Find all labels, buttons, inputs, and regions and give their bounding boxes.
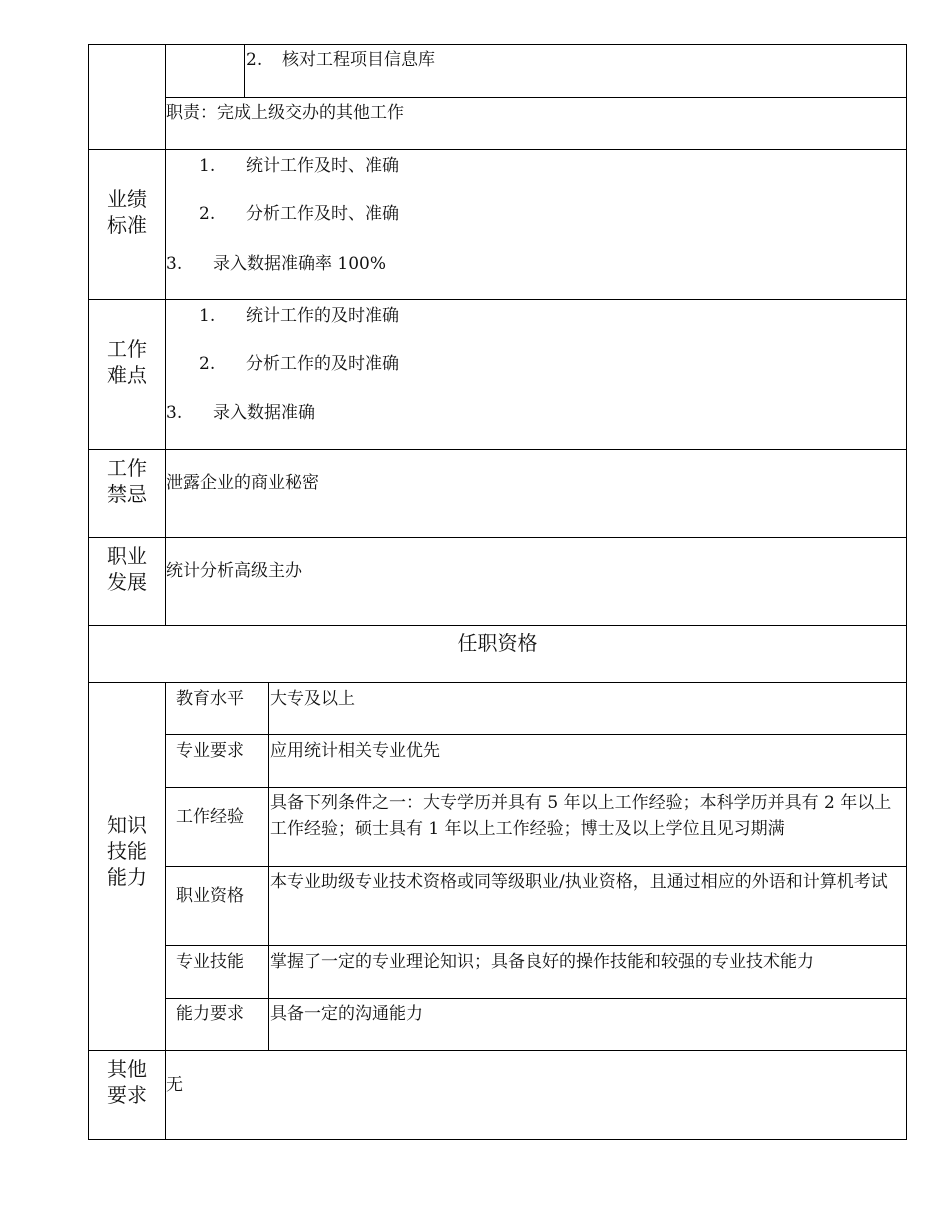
performance-item-1-number: 1. (199, 156, 216, 176)
duty-text: 职责：完成上级交办的其他工作 (166, 103, 404, 123)
career-text: 统计分析高级主办 (166, 561, 302, 581)
experience-label: 工作经验 (176, 807, 244, 827)
performance-item-1: 统计工作及时、准确 (246, 156, 399, 176)
difficulty-label: 工作 难点 (107, 337, 147, 387)
performance-item-2-number: 2. (199, 204, 216, 224)
education-value: 大专及以上 (270, 689, 355, 709)
ability-label: 能力要求 (176, 1004, 244, 1024)
experience-value: 具备下列条件之一：大专学历并具有 5 年以上工作经验；本科学历并具有 2 年以上工作经验；硕士具有 1 年以上工作经验；博士及以上学位且见习期满 (270, 793, 892, 839)
difficulty-item-3-number: 3. (166, 403, 183, 423)
item-2-text: 核对工程项目信息库 (282, 50, 435, 70)
skills-value: 掌握了一定的专业理论知识；具备良好的操作技能和较强的专业技术能力 (270, 952, 814, 972)
qualification-heading: 任职资格 (457, 631, 538, 655)
ability-value: 具备一定的沟通能力 (270, 1004, 423, 1024)
skills-label: 专业技能 (176, 952, 244, 972)
other-text: 无 (166, 1075, 183, 1095)
taboo-text: 泄露企业的商业秘密 (166, 473, 319, 493)
performance-item-3-number: 3. (166, 254, 183, 274)
difficulty-item-3: 录入数据准确 (213, 403, 315, 423)
difficulty-item-2: 分析工作的及时准确 (246, 354, 399, 374)
difficulty-item-1: 统计工作的及时准确 (246, 306, 399, 326)
major-label: 专业要求 (176, 741, 244, 761)
knowledge-label: 知识 技能 能力 (107, 813, 147, 889)
item-2-number: 2. (246, 50, 263, 70)
education-label: 教育水平 (176, 689, 244, 709)
performance-label: 业绩 标准 (107, 187, 147, 237)
major-value: 应用统计相关专业优先 (270, 741, 440, 761)
difficulty-item-2-number: 2. (199, 354, 216, 374)
difficulty-item-1-number: 1. (199, 306, 216, 326)
certification-label: 职业资格 (176, 886, 244, 906)
other-label: 其他 要求 (107, 1057, 147, 1107)
performance-item-2: 分析工作及时、准确 (246, 204, 399, 224)
taboo-label: 工作 禁忌 (107, 456, 147, 506)
certification-value: 本专业助级专业技术资格或同等级职业/执业资格，且通过相应的外语和计算机考试 (270, 872, 888, 892)
performance-item-3: 录入数据准确率 100% (213, 254, 387, 274)
career-label: 职业 发展 (107, 544, 147, 594)
